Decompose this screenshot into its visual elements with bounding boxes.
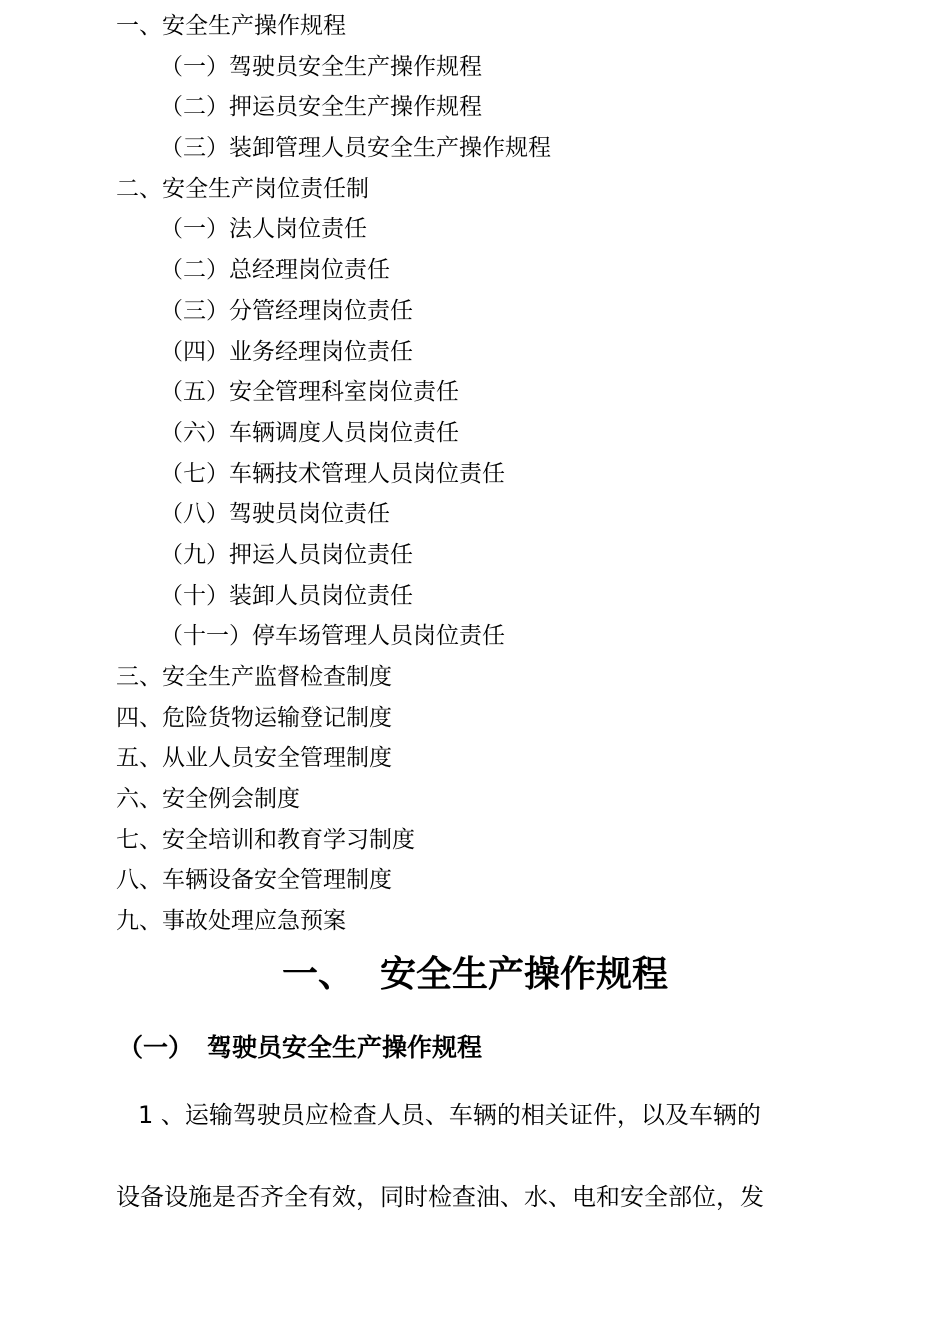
toc-item: 八、车辆设备安全管理制度: [116, 867, 392, 894]
toc-item: 四、危险货物运输登记制度: [116, 704, 392, 731]
section-number: 一、: [281, 954, 354, 995]
subsection-heading: [118, 1030, 482, 1066]
toc-item: （五）安全管理科室岗位责任: [160, 379, 459, 406]
toc-item: （三）装卸管理人员安全生产操作规程: [160, 135, 551, 162]
section-heading: [0, 948, 950, 1002]
toc-item: （三）分管经理岗位责任: [160, 297, 413, 324]
paragraph-line: 设备设施是否齐全有效，同时检查油、水、电和安全部位，发: [116, 1183, 764, 1211]
toc-item: （十一）停车场管理人员岗位责任: [160, 623, 505, 650]
toc-item: （九）押运人员岗位责任: [160, 541, 413, 568]
table-of-contents: [116, 6, 876, 942]
toc-item: （四）业务经理岗位责任: [160, 338, 413, 365]
paragraph-line: 1 、运输驾驶员应检查人员、车辆的相关证件，以及车辆的: [138, 1101, 761, 1129]
toc-item: （一）法人岗位责任: [160, 216, 367, 243]
toc-item: 七、安全培训和教育学习制度: [116, 826, 415, 853]
toc-item: （六）车辆调度人员岗位责任: [160, 419, 459, 446]
toc-item: 三、安全生产监督检查制度: [116, 664, 392, 690]
toc-item: 五、从业人员安全管理制度: [116, 745, 392, 772]
toc-item: 二、安全生产岗位责任制: [116, 175, 369, 202]
toc-item: 六、安全例会制度: [116, 786, 300, 813]
toc-item: （七）车辆技术管理人员岗位责任: [160, 460, 505, 487]
section-title-text: 安全生产操作规程: [380, 954, 669, 995]
subsection-title-text: 驾驶员安全生产操作规程: [207, 1033, 483, 1062]
toc-item: （二）押运员安全生产操作规程: [160, 94, 482, 121]
toc-item: 九、事故处理应急预案: [116, 908, 346, 935]
toc-item: （十）装卸人员岗位责任: [160, 582, 413, 609]
toc-item: 一、安全生产操作规程: [116, 13, 346, 39]
toc-item: （一）驾驶员安全生产操作规程: [160, 53, 482, 80]
toc-item: （八）驾驶员岗位责任: [160, 501, 390, 528]
subsection-number: （一）: [118, 1033, 194, 1062]
toc-item: （二）总经理岗位责任: [160, 257, 390, 284]
